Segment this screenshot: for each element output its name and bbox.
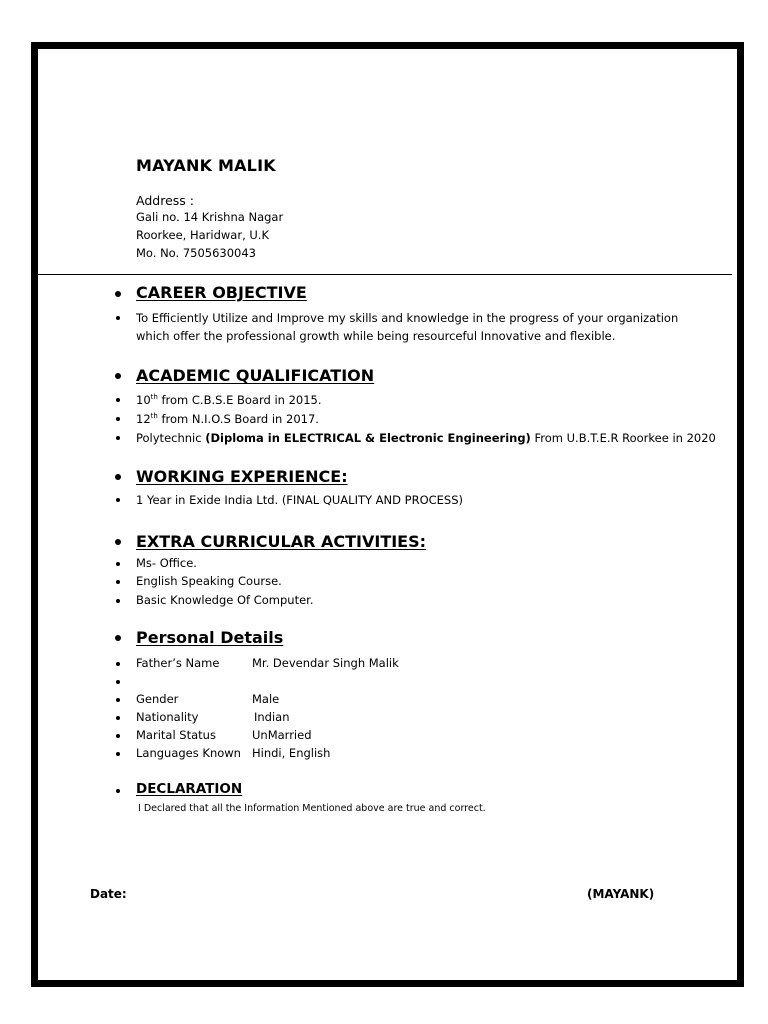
personal-value-father: Mr. Devendar Singh Malik [252,656,399,670]
declaration-text: I Declared that all the Information Mentioned above are true and correct. [138,803,486,814]
list-bullet [116,680,120,684]
career-objective-line-1: To Efficiently Utilize and Improve my skills and knowledge in the progress of your organization [136,311,679,325]
section-bullet [115,474,121,480]
page-border [31,42,744,987]
extra-item-1: Ms- Office. [136,556,197,570]
list-bullet [116,398,120,402]
personal-label-gender: Gender [136,692,179,706]
list-bullet [116,417,120,421]
date-label: Date: [90,887,127,901]
applicant-name: MAYANK MALIK [136,156,276,175]
list-bullet [116,716,120,720]
career-objective-heading: CAREER OBJECTIVE [136,283,307,302]
personal-value-languages: Hindi, English [252,746,331,760]
list-bullet [116,580,120,584]
list-bullet [116,752,120,756]
header-divider [38,274,732,275]
personal-label-nationality: Nationality [136,710,199,724]
academic-item-2: 12th from N.I.O.S Board in 2017. [136,412,319,426]
personal-label-father: Father’s Name [136,656,220,670]
list-bullet [116,734,120,738]
personal-label-marital: Marital Status [136,728,216,742]
academic-qualification-heading: ACADEMIC QUALIFICATION [136,366,375,385]
personal-value-marital: UnMarried [252,728,312,742]
section-bullet [115,635,121,641]
list-bullet [116,316,120,320]
section-bullet [115,291,121,297]
signature: (MAYANK) [587,887,655,901]
address-label: Address : [136,193,194,208]
personal-label-languages: Languages Known [136,746,241,760]
mobile-number: Mo. No. 7505630043 [136,246,256,260]
list-bullet [116,436,120,440]
personal-value-gender: Male [252,692,280,706]
extra-item-2: English Speaking Course. [136,574,282,588]
section-bullet [115,539,121,545]
declaration-heading: DECLARATION [136,781,243,797]
list-bullet [116,662,120,666]
extra-item-3: Basic Knowledge Of Computer. [136,593,314,607]
work-item-1: 1 Year in Exide India Ltd. (FINAL QUALITY AND PROCESS) [136,493,464,507]
list-bullet [116,498,120,502]
address-line-1: Gali no. 14 Krishna Nagar [136,210,284,224]
personal-details-heading: Personal Details [136,628,284,647]
list-bullet [116,698,120,702]
extra-curricular-heading: EXTRA CURRICULAR ACTIVITIES: [136,532,427,551]
list-bullet [116,599,120,603]
list-bullet [116,562,120,566]
section-bullet [115,373,121,379]
career-objective-line-2: which offer the professional growth while being resourceful Innovative and flexible. [136,329,616,343]
working-experience-heading: WORKING EXPERIENCE: [136,467,348,486]
address-line-2: Roorkee, Haridwar, U.K [136,228,270,242]
personal-value-nationality: Indian [254,710,290,724]
section-bullet [116,789,120,793]
academic-item-1: 10th from C.B.S.E Board in 2015. [136,393,322,407]
academic-item-3: Polytechnic (Diploma in ELECTRICAL & Electronic Engineering) From U.B.T.E.R Roorkee in 2020 [136,431,716,445]
